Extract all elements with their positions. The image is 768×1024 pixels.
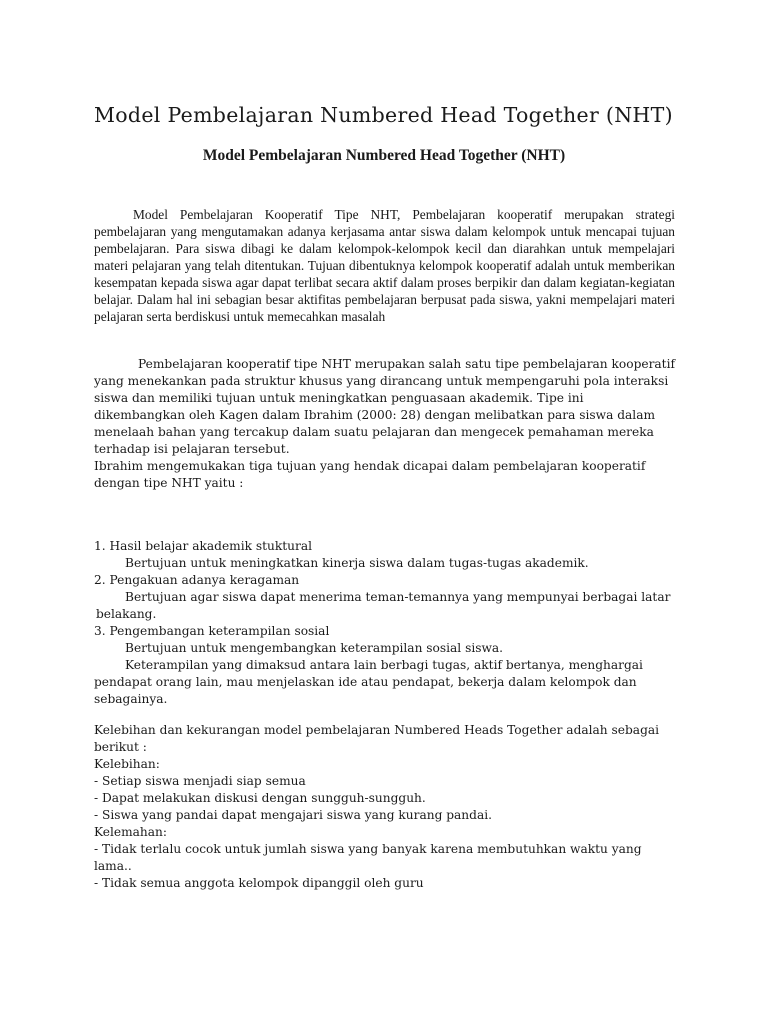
disadvantage-item: - Tidak semua anggota kelompok dipanggil oleh guru bbox=[94, 876, 424, 890]
text-line: berikut : bbox=[94, 740, 147, 754]
text-line: dikembangkan oleh Kagen dalam Ibrahim (2000: 28) dengan melibatkan para siswa dalam bbox=[94, 408, 656, 422]
text-line: Pembelajaran kooperatif tipe NHT merupakan salah satu tipe pembelajaran kooperatif bbox=[138, 357, 675, 371]
text-line: Ibrahim mengemukakan tiga tujuan yang hendak dicapai dalam pembelajaran kooperatif bbox=[94, 459, 646, 473]
paragraph-nht-description bbox=[94, 356, 684, 492]
goal-extra-line: sebagainya. bbox=[94, 692, 168, 706]
text-line: siswa dan memiliki tujuan untuk meningkatkan penguasaan akademik. Tipe ini bbox=[94, 391, 584, 405]
text-line: dengan tipe NHT yaitu : bbox=[94, 476, 244, 490]
goal-description: Bertujuan untuk mengembangkan keterampilan sosial siswa. bbox=[125, 641, 504, 655]
goal-extra-line: Keterampilan yang dimaksud antara lain berbagi tugas, aktif bertanya, menghargai bbox=[125, 658, 643, 672]
disadvantages-label: Kelemahan: bbox=[94, 825, 167, 839]
goal-heading: 1. Hasil belajar akademik stuktural bbox=[94, 539, 313, 553]
text-line: yang menekankan pada struktur khusus yang dirancang untuk mempengaruhi pola interaksi bbox=[94, 374, 669, 388]
advantages-label: Kelebihan: bbox=[94, 757, 160, 771]
pros-cons-section bbox=[94, 722, 684, 892]
goal-description: Bertujuan agar siswa dapat menerima teman-temannya yang mempunyai berbagai latar bbox=[125, 590, 671, 604]
goal-description-continued: belakang. bbox=[96, 607, 157, 621]
goal-heading: 3. Pengembangan keterampilan sosial bbox=[94, 624, 330, 638]
text-line: terhadap isi pelajaran tersebut. bbox=[94, 442, 290, 456]
goal-heading: 2. Pengakuan adanya keragaman bbox=[94, 573, 300, 587]
disadvantage-item-continued: lama.. bbox=[94, 859, 132, 873]
goal-description: Bertujuan untuk meningkatkan kinerja siswa dalam tugas-tugas akademik. bbox=[125, 556, 589, 570]
goals-list bbox=[94, 538, 684, 708]
document-subtitle: Model Pembelajaran Numbered Head Together (NHT) bbox=[202, 147, 566, 164]
document-title: Model Pembelajaran Numbered Head Together (NHT) bbox=[94, 103, 673, 127]
advantage-item: - Dapat melakukan diskusi dengan sungguh-sungguh. bbox=[94, 791, 426, 805]
text-line: Kelebihan dan kekurangan model pembelajaran Numbered Heads Together adalah sebagai bbox=[94, 723, 660, 737]
goal-extra-line: pendapat orang lain, mau menjelaskan ide atau pendapat, bekerja dalam kelompok dan bbox=[94, 675, 637, 689]
text-line: menelaah bahan yang tercakup dalam suatu pelajaran dan mengecek pemahaman mereka bbox=[94, 425, 654, 439]
advantage-item: - Siswa yang pandai dapat mengajari siswa yang kurang pandai. bbox=[94, 808, 492, 822]
disadvantage-item: - Tidak terlalu cocok untuk jumlah siswa yang banyak karena membutuhkan waktu yang bbox=[94, 842, 642, 856]
advantage-item: - Setiap siswa menjadi siap semua bbox=[94, 774, 306, 788]
paragraph-intro: Model Pembelajaran Kooperatif Tipe NHT, Pembelajaran kooperatif merupakan strategi pembelajaran yang mengutamakan adanya kerjasama antar siswa dalam kelompok untuk mencapai tujuan pembelajaran. Para siswa dibagi ke dalam kelompok-kelompok kecil dan diarahkan untuk mempelajari materi pelajaran yang telah ditentukan. Tujuan dibentuknya kelompok kooperatif adalah untuk memberikan kesempatan kepada siswa agar dapat terlibat secara aktif dalam proses berpikir dan dalam kegiatan-kegiatan belajar. Dalam hal ini sebagian besar aktifitas pembelajaran berpusat pada siswa, yakni mempelajari materi pelajaran serta berdiskusi untuk memecahkan masalah bbox=[94, 207, 675, 324]
